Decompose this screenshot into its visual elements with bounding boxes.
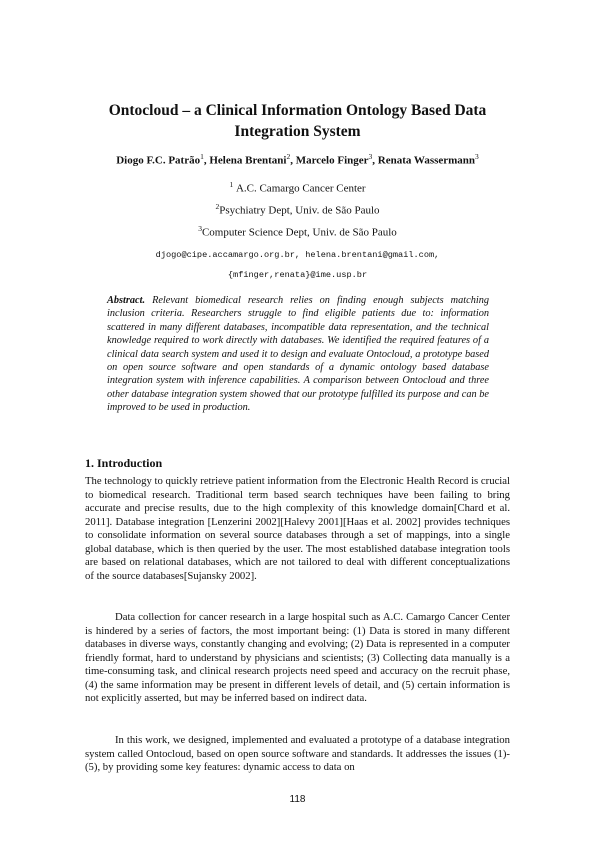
affil-mark: 1 — [229, 180, 234, 189]
author-name: Renata Wassermann — [377, 154, 476, 167]
affil-mark: 3 — [198, 224, 202, 233]
title-line-2: Integration System — [234, 123, 361, 140]
intro-paragraph-1: The technology to quickly retrieve patient information from the Electronic Health Record is crucial to biomedical research. Traditional term based search techniques have been failing to bring accurate and precise results, due to the high complexity of this knowledge domain[Chard et al. 2011]. Database integration [Lenzerini 2002][Halevy 2001][Haas et al. 2002] provides techniques to consolidate information on several source databases through a set of mappings, into a single global database, which is then queried by the user. The most established database integration tools are based on relational databases, which are not tailored to deal with different conceptualizations of the source databases[Sujansky 2002]. — [85, 475, 510, 582]
author-affil-mark: 2 — [286, 152, 291, 161]
affil-text: Computer Science Dept, Univ. de São Paulo — [201, 226, 397, 239]
intro-paragraph-3: In this work, we designed, implemented and evaluated a prototype of a database integration system called Ontocloud, based on open source software and standards. It addresses the issues (1)-(5), by providing some key features: dynamic access to data on — [85, 734, 510, 773]
intro-paragraph-2: Data collection for cancer research in a large hospital such as A.C. Camargo Cancer Center is hindered by a series of factors, the most important being: (1) Data is stored in many different databases in diverse ways, constantly changing and evolving; (2) Data is represented in a computer friendly format, hard to understand by physicians and scientists; (3) Collecting data manually is a time-consuming task, and clinical research projects need speed and accuracy on the recruit phase, (4) the same information may be present in different levels of detail, and (5) certain information is not explicitly asserted, but may be inferred based on indirect data. — [85, 611, 510, 704]
email-line-1: djogo@cipe.accamargo.org.br, helena.brentani@gmail.com, — [155, 250, 440, 260]
abstract-label: Abstract. — [107, 295, 146, 306]
paper-title — [60, 100, 535, 142]
affiliation-1 — [60, 178, 535, 196]
author-name: Diogo F.C. Patrão — [116, 154, 201, 167]
author-affil-mark: 3 — [368, 152, 373, 161]
affil-text: A.C. Camargo Cancer Center — [235, 182, 366, 195]
affil-mark: 2 — [215, 202, 220, 211]
affil-text: Psychiatry Dept, Univ. de São Paulo — [219, 204, 380, 217]
author-name: Marcelo Finger — [295, 154, 369, 167]
title-line-1: Ontocloud – a Clinical Information Ontology Based Data — [108, 102, 487, 119]
affiliation-2 — [60, 200, 535, 218]
section-heading: 1. Introduction — [85, 456, 163, 470]
author-list: Diogo F.C. Patrão$^1$, Helena Brentani$^2$, Marcelo Finger$^3$, Renata Wassermann$^3$ — [116, 152, 479, 167]
page-number: 118 — [289, 794, 306, 805]
abstract-text: Relevant biomedical research relies on finding enough subjects matching inclusion criteria. Researchers struggle to find eligible patients due to: information scattered in many different databases, incompatible data representation, and the technical knowledge required to work directly with databases. We identified the required features of a clinical data search system and used it to design and evaluate Ontocloud, a prototype based on open source software and open standards of a dynamic ontology based database integration system with inference capabilities. A comparison between Ontocloud and three other database integration system showed that our prototype fulfilled its purpose and can be improved to be used in production. — [107, 295, 489, 414]
author-affil-mark: 3 — [475, 152, 479, 161]
affiliation-3 — [60, 222, 535, 240]
author-affil-mark: 1 — [200, 152, 204, 161]
abstract — [107, 294, 489, 415]
email-line-2: {mfinger,renata}@ime.usp.br — [227, 270, 368, 280]
author-name: Helena Brentani — [209, 154, 287, 167]
